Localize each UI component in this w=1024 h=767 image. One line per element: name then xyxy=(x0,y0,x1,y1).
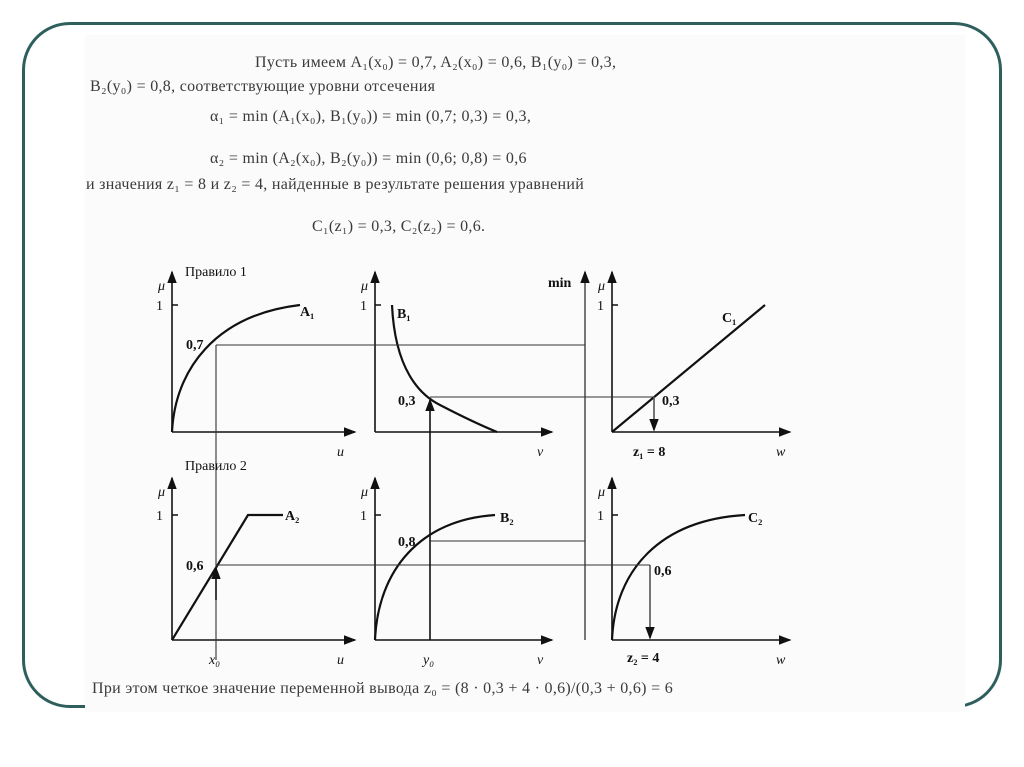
mu-label: μ xyxy=(158,279,166,294)
tick-1: 1 xyxy=(597,509,604,524)
tick-1: 1 xyxy=(156,509,163,524)
formula-z0: При этом четкое значение переменной вывода z₀ = (8 · 0,3 + 4 · 0,6)/(0,3 + 0,6) = 6 xyxy=(92,680,674,697)
tick-1: 1 xyxy=(360,509,367,524)
axis-label-v: v xyxy=(537,653,544,668)
axis-label-u: u xyxy=(337,445,344,460)
value-0-3: 0,3 xyxy=(398,394,416,409)
rule-2-label: Правило 2 xyxy=(185,459,247,474)
label-y0: y₀ xyxy=(423,653,435,668)
mu-label: μ xyxy=(361,279,369,294)
curve-a2 xyxy=(172,515,283,640)
label-b1: B₁ xyxy=(397,307,411,322)
tick-1: 1 xyxy=(597,299,604,314)
label-c1: C₁ xyxy=(722,311,737,326)
value-0-6: 0,6 xyxy=(186,559,204,574)
formula-alpha1: α₁ = min (A₁(x₀), B₁(y₀)) = min (0,7; 0,3) = 0,3, xyxy=(210,108,532,125)
axis-label-v: v xyxy=(537,445,544,460)
tick-1: 1 xyxy=(360,299,367,314)
tick-1: 1 xyxy=(156,299,163,314)
curve-a1 xyxy=(172,305,300,432)
label-c2: C₂ xyxy=(748,511,763,526)
curve-c1 xyxy=(612,305,765,432)
axis-label-w: w xyxy=(776,653,786,668)
text-line-5: и значения z₁ = 8 и z₂ = 4, найденные в результате решения уравнений xyxy=(86,176,585,193)
curve-b1 xyxy=(392,305,497,432)
label-a2: A₂ xyxy=(285,509,300,524)
value-0-7: 0,7 xyxy=(186,338,204,353)
curve-c2 xyxy=(612,515,745,640)
mu-label: μ xyxy=(158,485,166,500)
label-z2: z₂ = 4 xyxy=(627,651,660,666)
curve-b2 xyxy=(375,515,495,640)
mu-label: μ xyxy=(598,279,606,294)
value-0-6-c2: 0,6 xyxy=(654,564,672,579)
label-z1: z₁ = 8 xyxy=(633,445,666,460)
formula-alpha2: α₂ = min (A₂(x₀), B₂(y₀)) = min (0,6; 0,8) = 0,6 xyxy=(210,150,527,167)
axis-label-u: u xyxy=(337,653,344,668)
mu-label: μ xyxy=(598,485,606,500)
min-label: min xyxy=(548,276,572,291)
value-0-8: 0,8 xyxy=(398,535,416,550)
rule-1-label: Правило 1 xyxy=(185,265,247,280)
text-line-1: Пусть имеем A₁(x₀) = 0,7, A₂(x₀) = 0,6, B₁(y₀) = 0,3, xyxy=(255,54,617,71)
text-line-2: B₂(y₀) = 0,8, соответствующие уровни отсечения xyxy=(90,78,436,95)
axis-label-w: w xyxy=(776,445,786,460)
label-x0: x₀ xyxy=(209,653,221,668)
mu-label: μ xyxy=(361,485,369,500)
formula-c: C₁(z₁) = 0,3, C₂(z₂) = 0,6. xyxy=(312,218,486,235)
label-a1: A₁ xyxy=(300,305,315,320)
value-0-3-c1: 0,3 xyxy=(662,394,680,409)
label-b2: B₂ xyxy=(500,511,514,526)
